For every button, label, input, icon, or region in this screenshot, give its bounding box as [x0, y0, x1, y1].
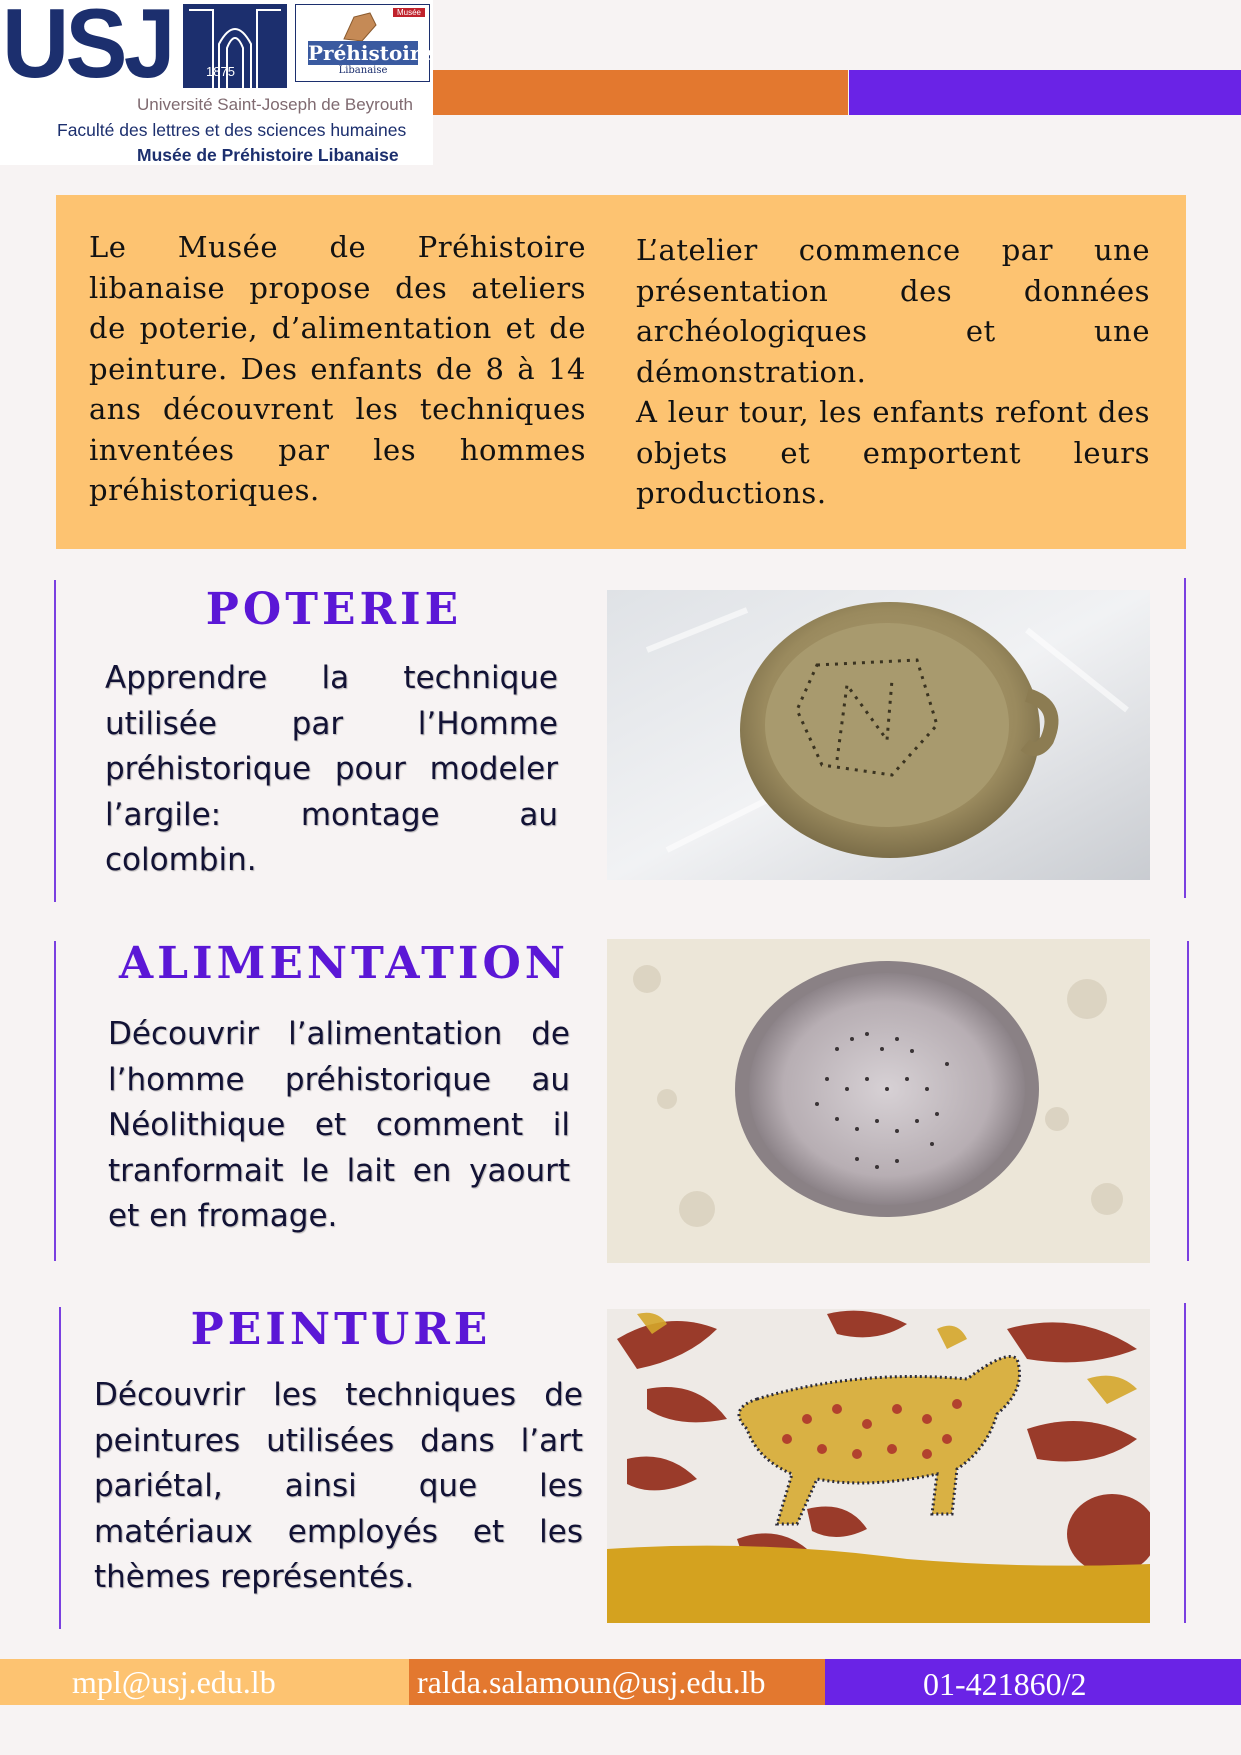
museum-logo-name: Préhistoire	[308, 41, 434, 65]
museum-logo-badge	[295, 4, 434, 82]
museum-logo-sub: Libanaise	[338, 65, 388, 76]
footer-phone[interactable]: 01-421860/2	[923, 1666, 1087, 1702]
peinture-photo	[607, 1309, 1150, 1623]
museum-logo-tag: Musée	[393, 8, 425, 17]
footer-email-1-block	[0, 1659, 409, 1705]
poterie-photo	[607, 590, 1150, 880]
section-left-rule	[54, 580, 56, 902]
poterie-text: Apprendre la technique utilisée par l’Homme préhistorique pour modeler l’argile: montage au colombin.	[105, 660, 558, 878]
header-orange-bar	[433, 70, 848, 115]
university-name: Université Saint-Joseph de Beyrouth	[137, 95, 413, 114]
section-right-rule	[1184, 1303, 1186, 1623]
peinture-text: Découvrir les techniques de peintures utilisées dans l’art pariétal, ainsi que les matériaux employés et les thèmes représentés.	[94, 1377, 583, 1595]
section-left-rule	[59, 1307, 61, 1629]
footer-email-1[interactable]: mpl@usj.edu.lb	[72, 1664, 276, 1700]
usj-logo-block	[0, 0, 433, 165]
intro-left-paragraph: Le Musée de Préhistoire libanaise propose des ateliers de poterie, d’alimentation et de peinture. Des enfants de 8 à 14 ans découvrent les techniques inventées par les hommes préhistoriques.	[89, 230, 586, 507]
usj-logo-year: 1875	[206, 64, 235, 79]
intro-right-line-2: A leur tour, les enfants refont des objets et emportent leurs productions.	[636, 395, 1150, 510]
museum-name: Musée de Préhistoire Libanaise	[137, 145, 399, 165]
alimentation-photo	[607, 939, 1150, 1263]
section-right-rule	[1187, 941, 1189, 1261]
section-left-rule	[54, 941, 56, 1261]
usj-logo-text: USJ	[2, 0, 172, 98]
intro-right-line-1: L’atelier commence par une présentation des données archéologiques et une démonstration.	[636, 233, 1150, 389]
footer-email-2[interactable]: ralda.salamoun@usj.edu.lb	[417, 1664, 766, 1700]
section-right-rule	[1184, 578, 1186, 898]
poterie-title: POTERIE	[205, 584, 463, 635]
header-purple-bar	[849, 70, 1241, 115]
faculty-name: Faculté des lettres et des sciences humaines	[57, 120, 407, 140]
footer-phone-block	[825, 1659, 1241, 1705]
usj-logo-mark	[183, 4, 287, 88]
intro-right-paragraph	[636, 230, 1150, 514]
alimentation-title: ALIMENTATION	[118, 938, 570, 989]
peinture-title: PEINTURE	[190, 1304, 492, 1355]
footer-email-2-block	[409, 1659, 825, 1705]
alimentation-text: Découvrir l’alimentation de l’homme préhistorique au Néolithique et comment il tranformait le lait en yaourt et en fromage.	[108, 1016, 570, 1234]
